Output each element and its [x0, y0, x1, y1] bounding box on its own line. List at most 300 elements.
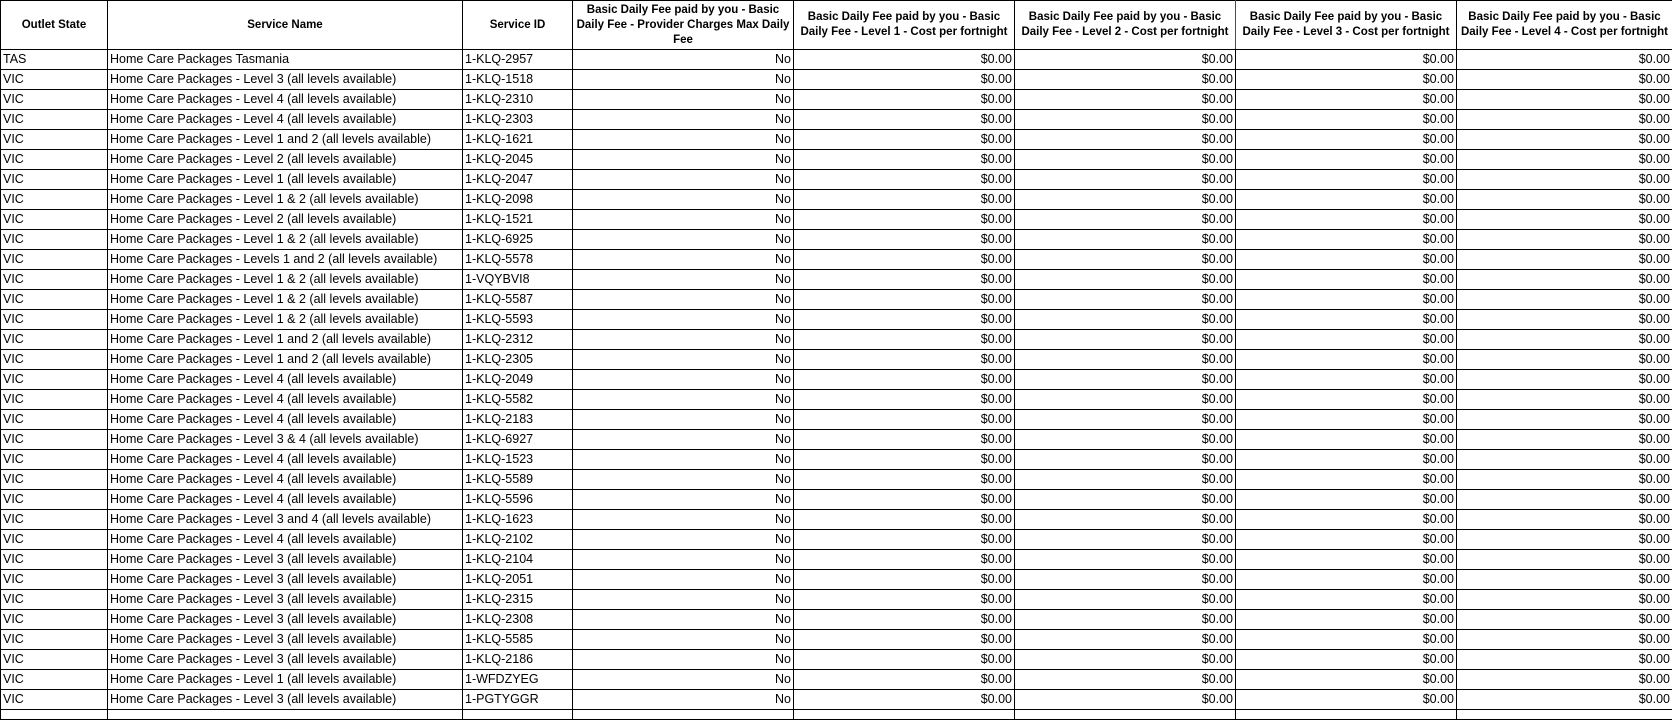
level-4-cost-cell[interactable]: $0.00	[1457, 290, 1672, 310]
column-header-service-id[interactable]: Service ID	[463, 1, 573, 50]
service-name-cell[interactable]: Home Care Packages - Level 4 (all levels available)	[108, 470, 463, 490]
service-id-cell[interactable]: 1-KLQ-5578	[463, 250, 573, 270]
level-4-cost-cell[interactable]: $0.00	[1457, 150, 1672, 170]
empty-cell[interactable]	[463, 710, 573, 720]
max-daily-fee-cell[interactable]: No	[573, 570, 794, 590]
level-1-cost-cell[interactable]: $0.00	[794, 630, 1015, 650]
level-1-cost-cell[interactable]: $0.00	[794, 310, 1015, 330]
service-id-cell[interactable]: 1-KLQ-6925	[463, 230, 573, 250]
column-header-service-name[interactable]: Service Name	[108, 1, 463, 50]
max-daily-fee-cell[interactable]: No	[573, 530, 794, 550]
service-id-cell[interactable]: 1-KLQ-5585	[463, 630, 573, 650]
service-id-cell[interactable]: 1-KLQ-1523	[463, 450, 573, 470]
outlet-state-cell[interactable]: VIC	[1, 170, 108, 190]
service-id-cell[interactable]: 1-KLQ-1521	[463, 210, 573, 230]
service-name-cell[interactable]: Home Care Packages - Level 3 (all levels available)	[108, 590, 463, 610]
service-name-cell[interactable]: Home Care Packages - Level 3 (all levels available)	[108, 550, 463, 570]
outlet-state-cell[interactable]: VIC	[1, 430, 108, 450]
level-3-cost-cell[interactable]: $0.00	[1236, 150, 1457, 170]
level-3-cost-cell[interactable]: $0.00	[1236, 430, 1457, 450]
service-name-cell[interactable]: Home Care Packages - Level 3 and 4 (all levels available)	[108, 510, 463, 530]
level-4-cost-cell[interactable]: $0.00	[1457, 430, 1672, 450]
level-2-cost-cell[interactable]: $0.00	[1015, 190, 1236, 210]
max-daily-fee-cell[interactable]: No	[573, 190, 794, 210]
outlet-state-cell[interactable]: VIC	[1, 210, 108, 230]
service-name-cell[interactable]: Home Care Packages - Level 1 (all levels available)	[108, 170, 463, 190]
outlet-state-cell[interactable]: VIC	[1, 410, 108, 430]
level-3-cost-cell[interactable]: $0.00	[1236, 50, 1457, 70]
column-header-level-4-cost[interactable]: Basic Daily Fee paid by you - Basic Daily Fee - Level 4 - Cost per fortnight	[1457, 1, 1672, 50]
level-3-cost-cell[interactable]: $0.00	[1236, 210, 1457, 230]
level-1-cost-cell[interactable]: $0.00	[794, 650, 1015, 670]
level-2-cost-cell[interactable]: $0.00	[1015, 610, 1236, 630]
table-row	[1, 410, 1672, 430]
outlet-state-cell[interactable]: VIC	[1, 670, 108, 690]
level-3-cost-cell[interactable]: $0.00	[1236, 450, 1457, 470]
service-name-cell[interactable]: Home Care Packages - Level 1 & 2 (all levels available)	[108, 190, 463, 210]
outlet-state-cell[interactable]: VIC	[1, 550, 108, 570]
table-row	[1, 530, 1672, 550]
outlet-state-cell[interactable]: VIC	[1, 690, 108, 710]
service-name-cell[interactable]: Home Care Packages - Level 4 (all levels available)	[108, 490, 463, 510]
service-name-cell[interactable]: Home Care Packages - Levels 1 and 2 (all levels available)	[108, 250, 463, 270]
table-row	[1, 630, 1672, 650]
level-3-cost-cell[interactable]: $0.00	[1236, 490, 1457, 510]
level-2-cost-cell[interactable]: $0.00	[1015, 630, 1236, 650]
outlet-state-cell[interactable]: VIC	[1, 250, 108, 270]
level-3-cost-cell[interactable]: $0.00	[1236, 410, 1457, 430]
empty-cell[interactable]	[1, 710, 108, 720]
level-2-cost-cell[interactable]: $0.00	[1015, 530, 1236, 550]
service-name-cell[interactable]: Home Care Packages - Level 3 (all levels available)	[108, 70, 463, 90]
outlet-state-cell[interactable]: VIC	[1, 290, 108, 310]
outlet-state-cell[interactable]: VIC	[1, 630, 108, 650]
level-4-cost-cell[interactable]: $0.00	[1457, 590, 1672, 610]
service-name-cell[interactable]: Home Care Packages - Level 4 (all levels available)	[108, 90, 463, 110]
max-daily-fee-cell[interactable]: No	[573, 410, 794, 430]
service-id-cell[interactable]: 1-KLQ-2957	[463, 50, 573, 70]
level-1-cost-cell[interactable]: $0.00	[794, 570, 1015, 590]
level-1-cost-cell[interactable]: $0.00	[794, 130, 1015, 150]
level-1-cost-cell[interactable]: $0.00	[794, 470, 1015, 490]
level-1-cost-cell[interactable]: $0.00	[794, 530, 1015, 550]
level-2-cost-cell[interactable]: $0.00	[1015, 70, 1236, 90]
service-name-cell[interactable]: Home Care Packages - Level 3 (all levels available)	[108, 690, 463, 710]
outlet-state-cell[interactable]: VIC	[1, 470, 108, 490]
column-header-level-2-cost[interactable]: Basic Daily Fee paid by you - Basic Daily Fee - Level 2 - Cost per fortnight	[1015, 1, 1236, 50]
level-4-cost-cell[interactable]: $0.00	[1457, 210, 1672, 230]
level-3-cost-cell[interactable]: $0.00	[1236, 250, 1457, 270]
level-2-cost-cell[interactable]: $0.00	[1015, 450, 1236, 470]
service-id-cell[interactable]: 1-KLQ-5593	[463, 310, 573, 330]
level-4-cost-cell[interactable]: $0.00	[1457, 310, 1672, 330]
level-1-cost-cell[interactable]: $0.00	[794, 150, 1015, 170]
level-1-cost-cell[interactable]: $0.00	[794, 550, 1015, 570]
service-name-cell[interactable]: Home Care Packages - Level 1 & 2 (all levels available)	[108, 310, 463, 330]
outlet-state-cell[interactable]: VIC	[1, 310, 108, 330]
service-name-cell[interactable]: Home Care Packages - Level 1 & 2 (all levels available)	[108, 270, 463, 290]
level-2-cost-cell[interactable]: $0.00	[1015, 130, 1236, 150]
max-daily-fee-cell[interactable]: No	[573, 550, 794, 570]
level-2-cost-cell[interactable]: $0.00	[1015, 110, 1236, 130]
level-2-cost-cell[interactable]: $0.00	[1015, 570, 1236, 590]
table-row	[1, 490, 1672, 510]
level-3-cost-cell[interactable]: $0.00	[1236, 330, 1457, 350]
level-4-cost-cell[interactable]: $0.00	[1457, 370, 1672, 390]
level-4-cost-cell[interactable]: $0.00	[1457, 690, 1672, 710]
level-3-cost-cell[interactable]: $0.00	[1236, 390, 1457, 410]
level-3-cost-cell[interactable]: $0.00	[1236, 70, 1457, 90]
max-daily-fee-cell[interactable]: No	[573, 230, 794, 250]
outlet-state-cell[interactable]: TAS	[1, 50, 108, 70]
service-name-cell[interactable]: Home Care Packages - Level 2 (all levels available)	[108, 150, 463, 170]
max-daily-fee-cell[interactable]: No	[573, 630, 794, 650]
service-id-cell[interactable]: 1-KLQ-2186	[463, 650, 573, 670]
level-3-cost-cell[interactable]: $0.00	[1236, 630, 1457, 650]
table-row	[1, 430, 1672, 450]
outlet-state-cell[interactable]: VIC	[1, 530, 108, 550]
level-1-cost-cell[interactable]: $0.00	[794, 50, 1015, 70]
service-id-cell[interactable]: 1-KLQ-2312	[463, 330, 573, 350]
service-name-cell[interactable]: Home Care Packages - Level 3 (all levels available)	[108, 570, 463, 590]
empty-cell[interactable]	[1236, 710, 1457, 720]
service-id-cell[interactable]: 1-KLQ-1621	[463, 130, 573, 150]
level-2-cost-cell[interactable]: $0.00	[1015, 230, 1236, 250]
level-1-cost-cell[interactable]: $0.00	[794, 90, 1015, 110]
service-id-cell[interactable]: 1-KLQ-2047	[463, 170, 573, 190]
max-daily-fee-cell[interactable]: No	[573, 450, 794, 470]
service-name-cell[interactable]: Home Care Packages - Level 4 (all levels available)	[108, 530, 463, 550]
max-daily-fee-cell[interactable]: No	[573, 470, 794, 490]
level-2-cost-cell[interactable]: $0.00	[1015, 470, 1236, 490]
level-3-cost-cell[interactable]: $0.00	[1236, 570, 1457, 590]
outlet-state-cell[interactable]: VIC	[1, 150, 108, 170]
max-daily-fee-cell[interactable]: No	[573, 430, 794, 450]
level-1-cost-cell[interactable]: $0.00	[794, 410, 1015, 430]
level-3-cost-cell[interactable]: $0.00	[1236, 190, 1457, 210]
level-2-cost-cell[interactable]: $0.00	[1015, 650, 1236, 670]
level-3-cost-cell[interactable]: $0.00	[1236, 690, 1457, 710]
level-4-cost-cell[interactable]: $0.00	[1457, 170, 1672, 190]
service-name-cell[interactable]: Home Care Packages - Level 1 and 2 (all levels available)	[108, 350, 463, 370]
outlet-state-cell[interactable]: VIC	[1, 330, 108, 350]
max-daily-fee-cell[interactable]: No	[573, 130, 794, 150]
max-daily-fee-cell[interactable]: No	[573, 250, 794, 270]
service-id-cell[interactable]: 1-VQYBVI8	[463, 270, 573, 290]
level-4-cost-cell[interactable]: $0.00	[1457, 250, 1672, 270]
service-name-cell[interactable]: Home Care Packages - Level 4 (all levels available)	[108, 410, 463, 430]
level-2-cost-cell[interactable]: $0.00	[1015, 90, 1236, 110]
table-row	[1, 170, 1672, 190]
max-daily-fee-cell[interactable]: No	[573, 590, 794, 610]
level-4-cost-cell[interactable]: $0.00	[1457, 130, 1672, 150]
level-4-cost-cell[interactable]: $0.00	[1457, 530, 1672, 550]
outlet-state-cell[interactable]: VIC	[1, 610, 108, 630]
max-daily-fee-cell[interactable]: No	[573, 290, 794, 310]
service-id-cell[interactable]: 1-KLQ-2315	[463, 590, 573, 610]
service-id-cell[interactable]: 1-KLQ-2303	[463, 110, 573, 130]
level-1-cost-cell[interactable]: $0.00	[794, 690, 1015, 710]
service-name-cell[interactable]: Home Care Packages - Level 1 & 2 (all levels available)	[108, 230, 463, 250]
level-4-cost-cell[interactable]: $0.00	[1457, 350, 1672, 370]
service-id-cell[interactable]: 1-KLQ-5587	[463, 290, 573, 310]
empty-cell[interactable]	[794, 710, 1015, 720]
table-row	[1, 330, 1672, 350]
service-id-cell[interactable]: 1-KLQ-1518	[463, 70, 573, 90]
service-name-cell[interactable]: Home Care Packages - Level 2 (all levels available)	[108, 210, 463, 230]
level-1-cost-cell[interactable]: $0.00	[794, 190, 1015, 210]
service-name-cell[interactable]: Home Care Packages - Level 1 and 2 (all levels available)	[108, 130, 463, 150]
level-2-cost-cell[interactable]: $0.00	[1015, 390, 1236, 410]
outlet-state-cell[interactable]: VIC	[1, 190, 108, 210]
level-2-cost-cell[interactable]: $0.00	[1015, 310, 1236, 330]
max-daily-fee-cell[interactable]: No	[573, 370, 794, 390]
level-4-cost-cell[interactable]: $0.00	[1457, 90, 1672, 110]
service-name-cell[interactable]: Home Care Packages - Level 3 (all levels available)	[108, 610, 463, 630]
outlet-state-cell[interactable]: VIC	[1, 110, 108, 130]
level-4-cost-cell[interactable]: $0.00	[1457, 50, 1672, 70]
service-id-cell[interactable]: 1-KLQ-5589	[463, 470, 573, 490]
service-id-cell[interactable]: 1-KLQ-5596	[463, 490, 573, 510]
level-4-cost-cell[interactable]: $0.00	[1457, 450, 1672, 470]
outlet-state-cell[interactable]: VIC	[1, 570, 108, 590]
level-2-cost-cell[interactable]: $0.00	[1015, 490, 1236, 510]
level-4-cost-cell[interactable]: $0.00	[1457, 330, 1672, 350]
level-1-cost-cell[interactable]: $0.00	[794, 110, 1015, 130]
table-row	[1, 650, 1672, 670]
outlet-state-cell[interactable]: VIC	[1, 490, 108, 510]
level-1-cost-cell[interactable]: $0.00	[794, 230, 1015, 250]
service-id-cell[interactable]: 1-KLQ-5582	[463, 390, 573, 410]
max-daily-fee-cell[interactable]: No	[573, 150, 794, 170]
level-3-cost-cell[interactable]: $0.00	[1236, 90, 1457, 110]
level-4-cost-cell[interactable]: $0.00	[1457, 570, 1672, 590]
service-name-cell[interactable]: Home Care Packages - Level 4 (all levels available)	[108, 450, 463, 470]
level-2-cost-cell[interactable]: $0.00	[1015, 330, 1236, 350]
outlet-state-cell[interactable]: VIC	[1, 130, 108, 150]
level-2-cost-cell[interactable]: $0.00	[1015, 690, 1236, 710]
service-id-cell[interactable]: 1-KLQ-2045	[463, 150, 573, 170]
level-1-cost-cell[interactable]: $0.00	[794, 670, 1015, 690]
level-3-cost-cell[interactable]: $0.00	[1236, 310, 1457, 330]
max-daily-fee-cell[interactable]: No	[573, 90, 794, 110]
level-2-cost-cell[interactable]: $0.00	[1015, 370, 1236, 390]
outlet-state-cell[interactable]: VIC	[1, 390, 108, 410]
level-2-cost-cell[interactable]: $0.00	[1015, 250, 1236, 270]
level-1-cost-cell[interactable]: $0.00	[794, 430, 1015, 450]
outlet-state-cell[interactable]: VIC	[1, 370, 108, 390]
level-3-cost-cell[interactable]: $0.00	[1236, 590, 1457, 610]
service-id-cell[interactable]: 1-KLQ-2102	[463, 530, 573, 550]
level-1-cost-cell[interactable]: $0.00	[794, 350, 1015, 370]
level-2-cost-cell[interactable]: $0.00	[1015, 170, 1236, 190]
service-name-cell[interactable]: Home Care Packages - Level 3 (all levels available)	[108, 650, 463, 670]
table-row	[1, 570, 1672, 590]
level-4-cost-cell[interactable]: $0.00	[1457, 110, 1672, 130]
table-row	[1, 270, 1672, 290]
table-row	[1, 70, 1672, 90]
level-4-cost-cell[interactable]: $0.00	[1457, 610, 1672, 630]
level-3-cost-cell[interactable]: $0.00	[1236, 510, 1457, 530]
level-4-cost-cell[interactable]: $0.00	[1457, 670, 1672, 690]
table-row	[1, 610, 1672, 630]
level-4-cost-cell[interactable]: $0.00	[1457, 230, 1672, 250]
outlet-state-cell[interactable]: VIC	[1, 350, 108, 370]
level-3-cost-cell[interactable]: $0.00	[1236, 110, 1457, 130]
level-1-cost-cell[interactable]: $0.00	[794, 170, 1015, 190]
level-3-cost-cell[interactable]: $0.00	[1236, 470, 1457, 490]
level-1-cost-cell[interactable]: $0.00	[794, 490, 1015, 510]
max-daily-fee-cell[interactable]: No	[573, 210, 794, 230]
max-daily-fee-cell[interactable]: No	[573, 110, 794, 130]
service-name-cell[interactable]: Home Care Packages - Level 3 (all levels available)	[108, 630, 463, 650]
service-name-cell[interactable]: Home Care Packages - Level 1 (all levels available)	[108, 670, 463, 690]
max-daily-fee-cell[interactable]: No	[573, 270, 794, 290]
service-id-cell[interactable]: 1-WFDZYEG	[463, 670, 573, 690]
max-daily-fee-cell[interactable]: No	[573, 390, 794, 410]
service-id-cell[interactable]: 1-KLQ-2305	[463, 350, 573, 370]
max-daily-fee-cell[interactable]: No	[573, 170, 794, 190]
level-1-cost-cell[interactable]: $0.00	[794, 390, 1015, 410]
service-id-cell[interactable]: 1-KLQ-2049	[463, 370, 573, 390]
service-name-cell[interactable]: Home Care Packages - Level 4 (all levels available)	[108, 370, 463, 390]
level-1-cost-cell[interactable]: $0.00	[794, 590, 1015, 610]
level-2-cost-cell[interactable]: $0.00	[1015, 270, 1236, 290]
level-4-cost-cell[interactable]: $0.00	[1457, 410, 1672, 430]
level-2-cost-cell[interactable]: $0.00	[1015, 430, 1236, 450]
table-row	[1, 470, 1672, 490]
level-3-cost-cell[interactable]: $0.00	[1236, 670, 1457, 690]
outlet-state-cell[interactable]: VIC	[1, 90, 108, 110]
level-4-cost-cell[interactable]: $0.00	[1457, 270, 1672, 290]
level-3-cost-cell[interactable]: $0.00	[1236, 170, 1457, 190]
service-id-cell[interactable]: 1-KLQ-2098	[463, 190, 573, 210]
level-2-cost-cell[interactable]: $0.00	[1015, 150, 1236, 170]
empty-cell[interactable]	[1457, 710, 1672, 720]
outlet-state-cell[interactable]: VIC	[1, 230, 108, 250]
level-2-cost-cell[interactable]: $0.00	[1015, 210, 1236, 230]
level-2-cost-cell[interactable]: $0.00	[1015, 670, 1236, 690]
max-daily-fee-cell[interactable]: No	[573, 670, 794, 690]
table-row-partial	[1, 710, 1672, 720]
level-1-cost-cell[interactable]: $0.00	[794, 250, 1015, 270]
level-4-cost-cell[interactable]: $0.00	[1457, 490, 1672, 510]
service-name-cell[interactable]: Home Care Packages - Level 1 & 2 (all levels available)	[108, 290, 463, 310]
level-3-cost-cell[interactable]: $0.00	[1236, 550, 1457, 570]
level-3-cost-cell[interactable]: $0.00	[1236, 610, 1457, 630]
level-2-cost-cell[interactable]: $0.00	[1015, 510, 1236, 530]
outlet-state-cell[interactable]: VIC	[1, 590, 108, 610]
level-2-cost-cell[interactable]: $0.00	[1015, 410, 1236, 430]
max-daily-fee-cell[interactable]: No	[573, 610, 794, 630]
max-daily-fee-cell[interactable]: No	[573, 330, 794, 350]
level-3-cost-cell[interactable]: $0.00	[1236, 530, 1457, 550]
column-header-level-1-cost[interactable]: Basic Daily Fee paid by you - Basic Daily Fee - Level 1 - Cost per fortnight	[794, 1, 1015, 50]
level-4-cost-cell[interactable]: $0.00	[1457, 650, 1672, 670]
table-row	[1, 290, 1672, 310]
level-1-cost-cell[interactable]: $0.00	[794, 370, 1015, 390]
level-2-cost-cell[interactable]: $0.00	[1015, 350, 1236, 370]
level-1-cost-cell[interactable]: $0.00	[794, 210, 1015, 230]
level-1-cost-cell[interactable]: $0.00	[794, 70, 1015, 90]
header-row-group	[1, 1, 1672, 50]
service-name-cell[interactable]: Home Care Packages - Level 3 & 4 (all levels available)	[108, 430, 463, 450]
column-header-level-3-cost[interactable]: Basic Daily Fee paid by you - Basic Daily Fee - Level 3 - Cost per fortnight	[1236, 1, 1457, 50]
level-3-cost-cell[interactable]: $0.00	[1236, 350, 1457, 370]
level-2-cost-cell[interactable]: $0.00	[1015, 590, 1236, 610]
level-4-cost-cell[interactable]: $0.00	[1457, 630, 1672, 650]
service-name-cell[interactable]: Home Care Packages Tasmania	[108, 50, 463, 70]
level-1-cost-cell[interactable]: $0.00	[794, 290, 1015, 310]
service-id-cell[interactable]: 1-KLQ-2310	[463, 90, 573, 110]
level-1-cost-cell[interactable]: $0.00	[794, 510, 1015, 530]
level-1-cost-cell[interactable]: $0.00	[794, 330, 1015, 350]
level-1-cost-cell[interactable]: $0.00	[794, 450, 1015, 470]
service-id-cell[interactable]: 1-KLQ-6927	[463, 430, 573, 450]
level-4-cost-cell[interactable]: $0.00	[1457, 390, 1672, 410]
table-row	[1, 550, 1672, 570]
max-daily-fee-cell[interactable]: No	[573, 70, 794, 90]
max-daily-fee-cell[interactable]: No	[573, 510, 794, 530]
level-3-cost-cell[interactable]: $0.00	[1236, 290, 1457, 310]
outlet-state-cell[interactable]: VIC	[1, 70, 108, 90]
level-3-cost-cell[interactable]: $0.00	[1236, 650, 1457, 670]
outlet-state-cell[interactable]: VIC	[1, 650, 108, 670]
empty-cell[interactable]	[573, 710, 794, 720]
service-name-cell[interactable]: Home Care Packages - Level 4 (all levels available)	[108, 390, 463, 410]
table-row	[1, 210, 1672, 230]
empty-cell[interactable]	[1015, 710, 1236, 720]
column-header-provider-max-daily-fee[interactable]: Basic Daily Fee paid by you - Basic Daily Fee - Provider Charges Max Daily Fee	[573, 1, 794, 50]
max-daily-fee-cell[interactable]: No	[573, 490, 794, 510]
max-daily-fee-cell[interactable]: No	[573, 50, 794, 70]
outlet-state-cell[interactable]: VIC	[1, 510, 108, 530]
level-1-cost-cell[interactable]: $0.00	[794, 270, 1015, 290]
service-id-cell[interactable]: 1-PGTYGGR	[463, 690, 573, 710]
table-row	[1, 50, 1672, 70]
empty-cell[interactable]	[108, 710, 463, 720]
service-id-cell[interactable]: 1-KLQ-2308	[463, 610, 573, 630]
outlet-state-cell[interactable]: VIC	[1, 450, 108, 470]
level-3-cost-cell[interactable]: $0.00	[1236, 370, 1457, 390]
column-header-outlet-state[interactable]: Outlet State	[1, 1, 108, 50]
level-4-cost-cell[interactable]: $0.00	[1457, 190, 1672, 210]
service-id-cell[interactable]: 1-KLQ-2183	[463, 410, 573, 430]
max-daily-fee-cell[interactable]: No	[573, 310, 794, 330]
level-2-cost-cell[interactable]: $0.00	[1015, 290, 1236, 310]
level-1-cost-cell[interactable]: $0.00	[794, 610, 1015, 630]
service-id-cell[interactable]: 1-KLQ-2104	[463, 550, 573, 570]
level-3-cost-cell[interactable]: $0.00	[1236, 270, 1457, 290]
level-3-cost-cell[interactable]: $0.00	[1236, 130, 1457, 150]
level-3-cost-cell[interactable]: $0.00	[1236, 230, 1457, 250]
level-4-cost-cell[interactable]: $0.00	[1457, 550, 1672, 570]
level-4-cost-cell[interactable]: $0.00	[1457, 70, 1672, 90]
level-4-cost-cell[interactable]: $0.00	[1457, 510, 1672, 530]
level-2-cost-cell[interactable]: $0.00	[1015, 50, 1236, 70]
max-daily-fee-cell[interactable]: No	[573, 350, 794, 370]
table-body	[1, 50, 1672, 720]
max-daily-fee-cell[interactable]: No	[573, 650, 794, 670]
level-2-cost-cell[interactable]: $0.00	[1015, 550, 1236, 570]
service-name-cell[interactable]: Home Care Packages - Level 4 (all levels available)	[108, 110, 463, 130]
outlet-state-cell[interactable]: VIC	[1, 270, 108, 290]
service-id-cell[interactable]: 1-KLQ-2051	[463, 570, 573, 590]
service-name-cell[interactable]: Home Care Packages - Level 1 and 2 (all levels available)	[108, 330, 463, 350]
service-id-cell[interactable]: 1-KLQ-1623	[463, 510, 573, 530]
level-4-cost-cell[interactable]: $0.00	[1457, 470, 1672, 490]
max-daily-fee-cell[interactable]: No	[573, 690, 794, 710]
